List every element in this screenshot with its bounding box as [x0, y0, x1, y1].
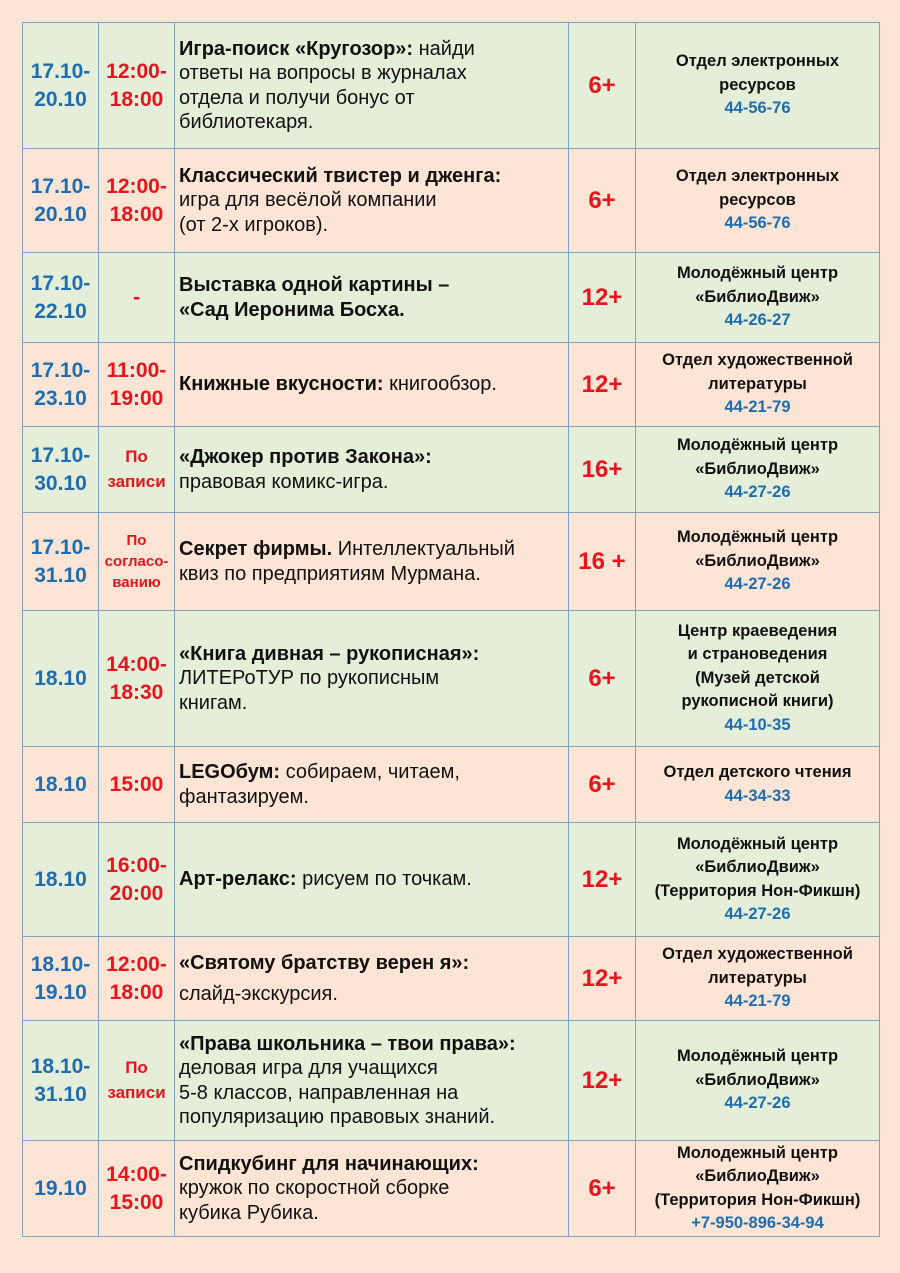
event-organizer: Молодёжный центр «БиблиоДвиж» 44-27-26: [636, 1021, 880, 1141]
event-organizer: Отдел художественной литературы 44-21-79: [636, 937, 880, 1021]
event-date: 17.10- 20.10: [23, 23, 99, 149]
event-description: «Святому братству верен я»: слайд-экскурсия.: [175, 937, 569, 1021]
event-description: «Книга дивная – рукописная»: ЛИТЕРоТУР по рукописным книгам.: [175, 611, 569, 747]
event-date: 17.10- 22.10: [23, 253, 99, 343]
organizer-phone: 44-27-26: [724, 483, 791, 502]
event-time: 14:00- 18:30: [99, 611, 175, 747]
organizer-phone: 44-56-76: [724, 99, 791, 118]
organizer-phone: 44-34-33: [724, 786, 791, 805]
event-description: LEGOбум: собираем, читаем, фантазируем.: [175, 747, 569, 823]
event-age: 6+: [569, 611, 636, 747]
event-description: Классический твистер и дженга: игра для весёлой компании (от 2-х игроков).: [175, 149, 569, 253]
event-age: 12+: [569, 343, 636, 427]
event-row: [23, 343, 880, 427]
event-row: [23, 427, 880, 513]
event-time: По записи: [99, 427, 175, 513]
event-time: По согласо- ванию: [99, 513, 175, 611]
event-age: 12+: [569, 937, 636, 1021]
event-description: Спидкубинг для начинающих: кружок по скоростной сборке кубика Рубика.: [175, 1141, 569, 1237]
event-time: 16:00- 20:00: [99, 823, 175, 937]
event-description: Книжные вкусности: книгообзор.: [175, 343, 569, 427]
event-age: 12+: [569, 1021, 636, 1141]
event-date: 17.10- 31.10: [23, 513, 99, 611]
event-organizer: Отдел электронных ресурсов 44-56-76: [636, 149, 880, 253]
organizer-phone: 44-27-26: [724, 904, 791, 923]
organizer-phone: 44-27-26: [724, 1094, 791, 1113]
event-description: «Права школьника – твои права»: деловая игра для учащихся 5-8 классов, направленная на популяризацию правовых знаний.: [175, 1021, 569, 1141]
event-age: 6+: [569, 23, 636, 149]
event-age: 6+: [569, 747, 636, 823]
organizer-phone: 44-21-79: [724, 398, 791, 417]
event-date: 17.10- 23.10: [23, 343, 99, 427]
event-date: 17.10- 20.10: [23, 149, 99, 253]
event-age: 6+: [569, 149, 636, 253]
event-organizer: Молодёжный центр «БиблиоДвиж» 44-27-26: [636, 513, 880, 611]
event-organizer: Отдел детского чтения 44-34-33: [636, 747, 880, 823]
organizer-phone: 44-21-79: [724, 992, 791, 1011]
event-organizer: Молодёжный центр «БиблиоДвиж» 44-27-26: [636, 427, 880, 513]
event-description: Арт-релакс: рисуем по точкам.: [175, 823, 569, 937]
event-row: [23, 1021, 880, 1141]
organizer-phone: +7-950-896-34-94: [691, 1213, 824, 1232]
event-date: 18.10- 19.10: [23, 937, 99, 1021]
event-row: [23, 1141, 880, 1237]
event-description: Выставка одной картины – «Сад Иеронима Босха.: [175, 253, 569, 343]
event-row: [23, 823, 880, 937]
event-age: 6+: [569, 1141, 636, 1237]
event-organizer: Молодёжный центр «БиблиоДвиж» (Территория Нон-Фикшн) 44-27-26: [636, 823, 880, 937]
event-time: 14:00- 15:00: [99, 1141, 175, 1237]
event-age: 16 +: [569, 513, 636, 611]
organizer-phone: 44-27-26: [724, 575, 791, 594]
event-date: 19.10: [23, 1141, 99, 1237]
event-organizer: Молодёжный центр «БиблиоДвиж» 44-26-27: [636, 253, 880, 343]
event-time: 12:00- 18:00: [99, 937, 175, 1021]
event-date: 18.10: [23, 747, 99, 823]
event-row: [23, 513, 880, 611]
event-time: -: [99, 253, 175, 343]
event-organizer: Молодежный центр «БиблиоДвиж» (Территория Нон-Фикшн) +7-950-896-34-94: [636, 1141, 880, 1237]
event-date: 18.10: [23, 823, 99, 937]
event-time: По записи: [99, 1021, 175, 1141]
event-age: 12+: [569, 253, 636, 343]
event-age: 16+: [569, 427, 636, 513]
organizer-phone: 44-56-76: [724, 214, 791, 233]
event-description: Секрет фирмы. Интеллектуальный квиз по предприятиям Мурмана.: [175, 513, 569, 611]
event-description: Игра-поиск «Кругозор»: найди ответы на вопросы в журналах отдела и получи бонус от библиотекаря.: [175, 23, 569, 149]
event-description: «Джокер против Закона»: правовая комикс-игра.: [175, 427, 569, 513]
event-time: 11:00- 19:00: [99, 343, 175, 427]
event-organizer: Отдел электронных ресурсов 44-56-76: [636, 23, 880, 149]
event-age: 12+: [569, 823, 636, 937]
event-row: [23, 937, 880, 1021]
event-time: 15:00: [99, 747, 175, 823]
event-date: 18.10: [23, 611, 99, 747]
organizer-phone: 44-10-35: [724, 715, 791, 734]
event-time: 12:00- 18:00: [99, 23, 175, 149]
events-table: [22, 22, 880, 1237]
event-time: 12:00- 18:00: [99, 149, 175, 253]
event-row: [23, 253, 880, 343]
event-organizer: Отдел художественной литературы 44-21-79: [636, 343, 880, 427]
event-date: 17.10- 30.10: [23, 427, 99, 513]
event-row: [23, 611, 880, 747]
organizer-phone: 44-26-27: [724, 311, 791, 330]
event-row: [23, 23, 880, 149]
event-date: 18.10- 31.10: [23, 1021, 99, 1141]
event-row: [23, 149, 880, 253]
event-organizer: Центр краеведения и страноведения (Музей детской рукописной книги) 44-10-35: [636, 611, 880, 747]
event-row: [23, 747, 880, 823]
